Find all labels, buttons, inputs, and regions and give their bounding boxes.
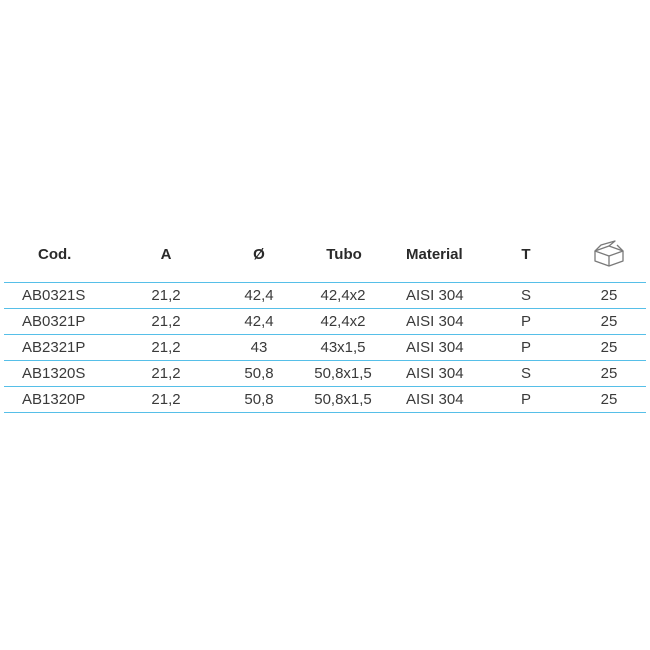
cell-qty: 25 [600,287,618,304]
cell-tubo: 42,4x2 [320,287,366,304]
cell-a: 21,2 [151,339,181,356]
cell-t: S [520,365,532,382]
cell-qty: 25 [600,391,618,408]
cell-tubo: 43x1,5 [320,339,366,356]
product-table [4,232,646,413]
header-code: Cod. [38,246,72,263]
table-row [4,360,646,386]
cell-code: AB2321P [22,339,86,356]
cell-qty: 25 [600,339,618,356]
cell-material: AISI 304 [406,365,464,382]
cell-code: AB1320P [22,391,86,408]
cell-a: 21,2 [151,287,181,304]
cell-qty: 25 [600,313,618,330]
cell-code: AB0321S [22,287,86,304]
cell-t: P [520,391,532,408]
cell-tubo: 50,8x1,5 [314,365,372,382]
cell-diameter: 42,4 [244,287,274,304]
cell-diameter: 50,8 [244,391,274,408]
header-a: A [160,246,172,263]
cell-material: AISI 304 [406,339,464,356]
header-t: T [521,246,531,263]
header-diameter: Ø [253,246,265,263]
cell-diameter: 43 [250,339,268,356]
table-row [4,334,646,360]
cell-t: P [520,339,532,356]
header-tubo: Tubo [326,246,362,263]
table-header [4,232,646,282]
cell-tubo: 50,8x1,5 [314,391,372,408]
cell-tubo: 42,4x2 [320,313,366,330]
cell-material: AISI 304 [406,391,464,408]
cell-material: AISI 304 [406,287,464,304]
cell-t: P [520,313,532,330]
cell-a: 21,2 [151,313,181,330]
table-row [4,308,646,334]
header-material: Material [406,246,463,263]
cell-diameter: 42,4 [244,313,274,330]
table-row [4,282,646,308]
cell-diameter: 50,8 [244,365,274,382]
cell-code: AB0321P [22,313,86,330]
cell-a: 21,2 [151,391,181,408]
cell-t: S [520,287,532,304]
table-row [4,386,646,413]
cell-material: AISI 304 [406,313,464,330]
cell-qty: 25 [600,365,618,382]
cell-a: 21,2 [151,365,181,382]
box-icon [592,238,626,268]
cell-code: AB1320S [22,365,86,382]
